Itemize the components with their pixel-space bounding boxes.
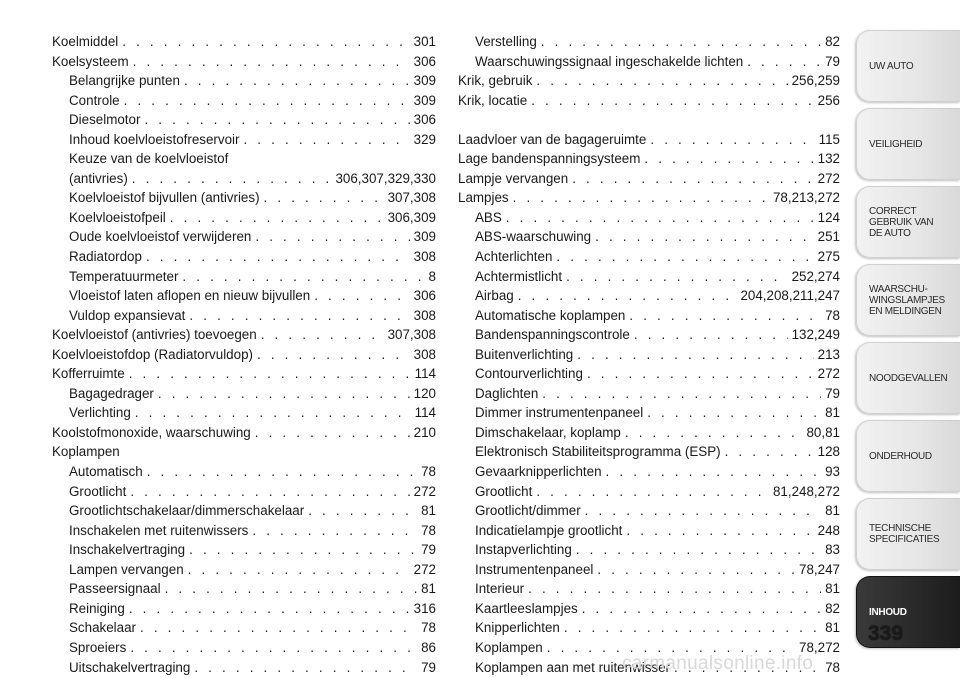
- entry-label: Uitschakelvertraging: [69, 659, 191, 675]
- entry-page: 86: [421, 639, 436, 655]
- entry-page: 128: [817, 444, 840, 460]
- dot-leader: [170, 208, 384, 228]
- entry-page: 79: [421, 542, 436, 558]
- entry-page: 124: [817, 209, 840, 225]
- entry-label: Verlichting: [69, 405, 131, 421]
- dot-leader: [188, 560, 410, 580]
- index-entry: [458, 560, 840, 580]
- entry-page: 307,308: [387, 190, 436, 206]
- index-entry: [52, 501, 436, 521]
- entry-page: 81: [825, 405, 840, 421]
- entry-page: 307,308: [387, 327, 436, 343]
- dot-leader: [124, 91, 410, 111]
- entry-page: 210: [413, 424, 436, 440]
- index-entry: [458, 325, 840, 345]
- chapter-tab[interactable]: UW AUTO: [856, 30, 960, 102]
- index-entry: [52, 540, 436, 560]
- index-entry: [52, 384, 436, 404]
- dot-leader: [129, 364, 411, 384]
- chapter-tab[interactable]: WAARSCHU- WINGSLAMPJES EN MELDINGEN: [856, 264, 960, 336]
- chapter-tab[interactable]: TECHNISCHE SPECIFICATIES: [856, 498, 960, 570]
- entry-label: Buitenverlichting: [475, 346, 574, 362]
- entry-label: Contourverlichting: [475, 366, 583, 382]
- entry-label: Grootlicht: [475, 483, 533, 499]
- dot-leader: [536, 71, 787, 91]
- dot-leader: [264, 188, 384, 208]
- index-entry: [52, 599, 436, 619]
- entry-label: Dieselmotor: [69, 112, 141, 128]
- entry-page: 301: [413, 34, 436, 49]
- index-entry: [52, 658, 436, 678]
- index-entry: [52, 227, 436, 247]
- entry-label: Lampjes: [458, 190, 509, 206]
- dot-leader: [747, 52, 821, 72]
- index-entry: [458, 403, 840, 423]
- entry-label: Sproeiers: [69, 639, 127, 655]
- index-entry: [52, 91, 436, 111]
- entry-label: Koplampen: [475, 639, 543, 655]
- dot-leader: [582, 599, 821, 619]
- entry-page: 132,249: [791, 327, 840, 343]
- dot-leader: [650, 130, 814, 150]
- entry-page: 78,213,272: [772, 190, 840, 206]
- dot-leader: [158, 384, 410, 404]
- index-entry: [458, 442, 840, 462]
- dot-leader: [144, 110, 409, 130]
- entry-label: Temperatuurmeter: [69, 268, 179, 284]
- entry-page: 78: [421, 620, 436, 636]
- index-entry: [52, 638, 436, 658]
- entry-page: 252,274: [791, 268, 840, 284]
- entry-page: 308: [413, 249, 436, 265]
- entry-page: 115: [818, 131, 840, 147]
- dot-leader: [130, 482, 409, 502]
- entry-label: Grootlicht: [69, 483, 127, 499]
- chapter-tab[interactable]: ONDERHOUD: [856, 420, 960, 492]
- dot-leader: [626, 521, 813, 541]
- index-entry: [458, 188, 840, 208]
- entry-page: 329: [413, 131, 436, 147]
- entry-page: 82: [825, 600, 840, 616]
- dot-leader: [257, 345, 410, 365]
- dot-leader: [644, 149, 813, 169]
- entry-page: 309: [413, 73, 436, 89]
- index-entry: [52, 32, 436, 52]
- entry-page: 78,272: [799, 639, 840, 655]
- index-entry: [458, 599, 840, 619]
- entry-label: Automatische koplampen: [475, 307, 626, 323]
- entry-page: 306: [413, 112, 436, 128]
- dot-leader: [189, 540, 417, 560]
- entry-label: Keuze van de koelvloeistof: [69, 151, 229, 167]
- index-entry: [52, 52, 436, 72]
- entry-page: 213: [817, 346, 840, 362]
- entry-page: 120: [413, 385, 436, 401]
- index-entry: [458, 208, 840, 228]
- index-entry: [52, 462, 436, 482]
- dot-leader: [647, 403, 821, 423]
- index-entry: [52, 71, 436, 91]
- entry-page: 81: [421, 581, 436, 597]
- index-entry: [52, 169, 436, 189]
- entry-page: 78: [421, 522, 436, 538]
- index-entry: [52, 442, 436, 462]
- index-entry: [458, 364, 840, 384]
- index-entry: [52, 208, 436, 228]
- entry-label: (antivries): [69, 170, 128, 186]
- index-entry: [458, 579, 840, 599]
- dot-leader: [182, 267, 424, 287]
- entry-label: Gevaarknipperlichten: [475, 464, 602, 480]
- index-entry: [458, 521, 840, 541]
- dot-leader: [506, 208, 814, 228]
- index-entry: [52, 618, 436, 638]
- page-number: 339: [868, 622, 904, 645]
- entry-label: Bandenspanningscontrole: [475, 327, 630, 343]
- entry-label: Koelvloeistofdop (Radiatorvuldop): [52, 346, 253, 362]
- index-entry: [458, 423, 840, 443]
- entry-label: Krik, gebruik: [458, 73, 533, 89]
- index-entry: [458, 52, 840, 72]
- entry-page: 251: [817, 229, 840, 245]
- entry-label: Controle: [69, 92, 120, 108]
- entry-label: Schakelaar: [69, 620, 136, 636]
- entry-label: Koplampen: [52, 444, 120, 460]
- dot-leader: [542, 384, 821, 404]
- dot-leader: [122, 32, 409, 52]
- entry-label: Oude koelvloeistof verwijderen: [69, 229, 252, 245]
- entry-page: 306,307,329,330: [335, 170, 436, 186]
- index-entry: [458, 540, 840, 560]
- dot-leader: [577, 345, 813, 365]
- index-entry: [458, 130, 840, 150]
- dot-leader: [595, 227, 814, 247]
- entry-page: 79: [825, 53, 840, 69]
- dot-leader: [564, 618, 821, 638]
- index-entry: [52, 286, 436, 306]
- index-entry: [458, 149, 840, 169]
- chapter-tabs: [856, 30, 960, 654]
- entry-label: Lampen vervangen: [69, 561, 184, 577]
- dot-leader: [184, 71, 410, 91]
- entry-page: 309: [413, 92, 436, 108]
- dot-leader: [243, 130, 409, 150]
- entry-label: Vloeistof laten aflopen en nieuw bijvullen: [69, 288, 311, 304]
- index-entry: [458, 306, 840, 326]
- entry-page: 248: [817, 522, 840, 538]
- entry-label: Kofferruimte: [52, 366, 125, 382]
- index-entry: [52, 110, 436, 130]
- chapter-tab[interactable]: NOODGEVALLEN: [856, 342, 960, 414]
- entry-label: Interieur: [475, 581, 525, 597]
- entry-label: Achtermistlicht: [475, 268, 563, 284]
- entry-page: 79: [825, 385, 840, 401]
- dot-leader: [147, 462, 417, 482]
- entry-page: 78,247: [799, 561, 840, 577]
- dot-leader: [531, 91, 813, 111]
- index-entry: [458, 169, 840, 189]
- entry-page: 306,309: [387, 209, 436, 225]
- entry-label: Inhoud koelvloeistofreservoir: [69, 131, 240, 147]
- dot-leader: [587, 364, 814, 384]
- index-entry: [52, 188, 436, 208]
- dot-leader: [528, 579, 821, 599]
- entry-page: 78: [421, 464, 436, 480]
- entry-page: 272: [413, 483, 436, 499]
- entry-label: Lampje vervangen: [458, 170, 569, 186]
- entry-label: Indicatielampje grootlicht: [475, 522, 623, 538]
- dot-leader: [566, 267, 788, 287]
- dot-leader: [541, 32, 821, 52]
- entry-label: Koelvloeistofpeil: [69, 209, 166, 225]
- index-entry: [52, 579, 436, 599]
- index-entry: [458, 247, 840, 267]
- dot-leader: [597, 560, 795, 580]
- dot-leader: [255, 423, 410, 443]
- entry-label: Koolstofmonoxide, waarschuwing: [52, 424, 251, 440]
- chapter-tab[interactable]: INHOUD: [856, 576, 960, 648]
- entry-label: Bagagedrager: [69, 385, 154, 401]
- entry-page: 80,81: [806, 424, 840, 440]
- dot-leader: [194, 658, 417, 678]
- entry-label: Radiatordop: [69, 249, 142, 265]
- entry-label: Krik, locatie: [458, 92, 528, 108]
- entry-label: Achterlichten: [475, 249, 553, 265]
- dot-leader: [255, 227, 409, 247]
- entry-page: 81: [825, 620, 840, 636]
- dot-leader: [133, 52, 410, 72]
- entry-page: 81: [421, 503, 436, 519]
- dot-leader: [556, 247, 813, 267]
- dot-leader: [576, 540, 821, 560]
- entry-label: Grootlichtschakelaar/dimmerschakelaar: [69, 503, 305, 519]
- entry-page: 132: [817, 151, 840, 167]
- dot-leader: [518, 286, 737, 306]
- index-column-right: [458, 32, 840, 677]
- index-entry: [52, 267, 436, 287]
- entry-label: Koplampen aan met ruitenwisser: [475, 659, 671, 675]
- dot-leader: [165, 579, 418, 599]
- entry-page: 316: [413, 600, 436, 616]
- entry-page: 272: [817, 170, 840, 186]
- index-entry: [458, 91, 840, 111]
- dot-leader: [252, 521, 417, 541]
- dot-leader: [625, 423, 803, 443]
- entry-label: Koelvloeistof bijvullen (antivries): [69, 190, 260, 206]
- index-entry: [458, 227, 840, 247]
- entry-page: 8: [428, 268, 436, 284]
- entry-label: Instrumentenpaneel: [475, 561, 594, 577]
- entry-page: 309: [413, 229, 436, 245]
- index-entry: [52, 306, 436, 326]
- entry-page: 204,208,211,247: [740, 288, 840, 304]
- dot-leader: [140, 618, 417, 638]
- entry-label: Inschakelvertraging: [69, 542, 186, 558]
- entry-label: Knipperlichten: [475, 620, 560, 636]
- entry-label: Koelsysteem: [52, 53, 129, 69]
- entry-label: Vuldop expansievat: [69, 307, 186, 323]
- chapter-tab[interactable]: VEILIGHEID: [856, 108, 960, 180]
- index-entry: [52, 364, 436, 384]
- entry-label: Reiniging: [69, 600, 125, 616]
- entry-label: Inschakelen met ruitenwissers: [69, 522, 249, 538]
- entry-page: 306: [413, 288, 436, 304]
- entry-page: 82: [825, 34, 840, 49]
- index-entry: [52, 560, 436, 580]
- index-entry: [52, 521, 436, 541]
- index-entry: [52, 325, 436, 345]
- entry-page: 81: [825, 581, 840, 597]
- dot-leader: [513, 188, 769, 208]
- dot-leader: [146, 247, 410, 267]
- dot-leader: [725, 442, 814, 462]
- entry-label: Belangrijke punten: [69, 73, 180, 89]
- dot-leader: [634, 325, 788, 345]
- entry-label: Waarschuwingssignaal ingeschakelde lichten: [475, 53, 744, 69]
- index-entry: [458, 267, 840, 287]
- dot-leader: [130, 638, 417, 658]
- index-entry: [52, 345, 436, 365]
- entry-label: Koelmiddel: [52, 34, 119, 49]
- entry-page: 256,259: [791, 73, 840, 89]
- dot-leader: [629, 306, 821, 326]
- entry-page: 78: [825, 307, 840, 323]
- entry-page: 272: [817, 366, 840, 382]
- entry-page: 81,248,272: [772, 483, 840, 499]
- entry-label: Airbag: [475, 288, 514, 304]
- index-entry: [458, 71, 840, 91]
- entry-label: Instapverlichting: [475, 542, 572, 558]
- entry-label: Dimschakelaar, koplamp: [475, 424, 621, 440]
- entry-label: Grootlicht/dimmer: [475, 503, 581, 519]
- entry-label: Laadvloer van de bagageruimte: [458, 131, 647, 147]
- dot-leader: [606, 462, 822, 482]
- entry-label: Automatisch: [69, 464, 143, 480]
- entry-page: 114: [414, 366, 436, 382]
- dot-leader: [314, 286, 409, 306]
- index-entry: [458, 462, 840, 482]
- index-column-left: [52, 32, 436, 677]
- entry-label: Dimmer instrumentenpaneel: [475, 405, 644, 421]
- dot-leader: [261, 325, 384, 345]
- entry-page: 272: [413, 561, 436, 577]
- index-entry: [458, 618, 840, 638]
- index-entry: [52, 149, 436, 169]
- index-entry: [52, 423, 436, 443]
- dot-leader: [135, 403, 411, 423]
- chapter-tab[interactable]: CORRECT GEBRUIK VAN DE AUTO: [856, 186, 960, 258]
- entry-page: 306: [413, 53, 436, 69]
- entry-label: Kaartleeslampjes: [475, 600, 578, 616]
- entry-label: Elektronisch Stabiliteitsprogramma (ESP): [475, 444, 721, 460]
- entry-page: 308: [413, 346, 436, 362]
- entry-label: ABS-waarschuwing: [475, 229, 592, 245]
- entry-label: Verstelling: [475, 34, 537, 49]
- index-entry: [458, 32, 840, 52]
- dot-leader: [189, 306, 409, 326]
- dot-leader: [536, 482, 769, 502]
- entry-label: Daglichten: [475, 385, 539, 401]
- entry-page: 83: [825, 542, 840, 558]
- entry-page: 308: [413, 307, 436, 323]
- entry-page: 78: [825, 659, 840, 675]
- entry-page: 93: [825, 464, 840, 480]
- entry-label: ABS: [475, 209, 502, 225]
- entry-page: 79: [421, 659, 436, 675]
- dot-leader: [129, 599, 410, 619]
- entry-page: 114: [414, 405, 436, 421]
- watermark: carmanualsonline.info: [622, 653, 814, 674]
- entry-page: 256: [817, 92, 840, 108]
- dot-leader: [308, 501, 417, 521]
- index-entry: [458, 384, 840, 404]
- entry-label: Passeersignaal: [69, 581, 161, 597]
- index-entry: [52, 482, 436, 502]
- entry-label: Koelvloeistof (antivries) toevoegen: [52, 327, 257, 343]
- entry-label: Lage bandenspanningsysteem: [458, 151, 641, 167]
- index-entry: [458, 482, 840, 502]
- dot-leader: [132, 169, 332, 189]
- entry-page: 81: [825, 503, 840, 519]
- index-entry: [458, 501, 840, 521]
- index-entry: [52, 403, 436, 423]
- index-entry: [52, 247, 436, 267]
- entry-page: 275: [817, 249, 840, 265]
- index-entry: [52, 130, 436, 150]
- index-entry: [458, 345, 840, 365]
- index-entry: [458, 286, 840, 306]
- dot-leader: [572, 169, 813, 189]
- dot-leader: [585, 501, 821, 521]
